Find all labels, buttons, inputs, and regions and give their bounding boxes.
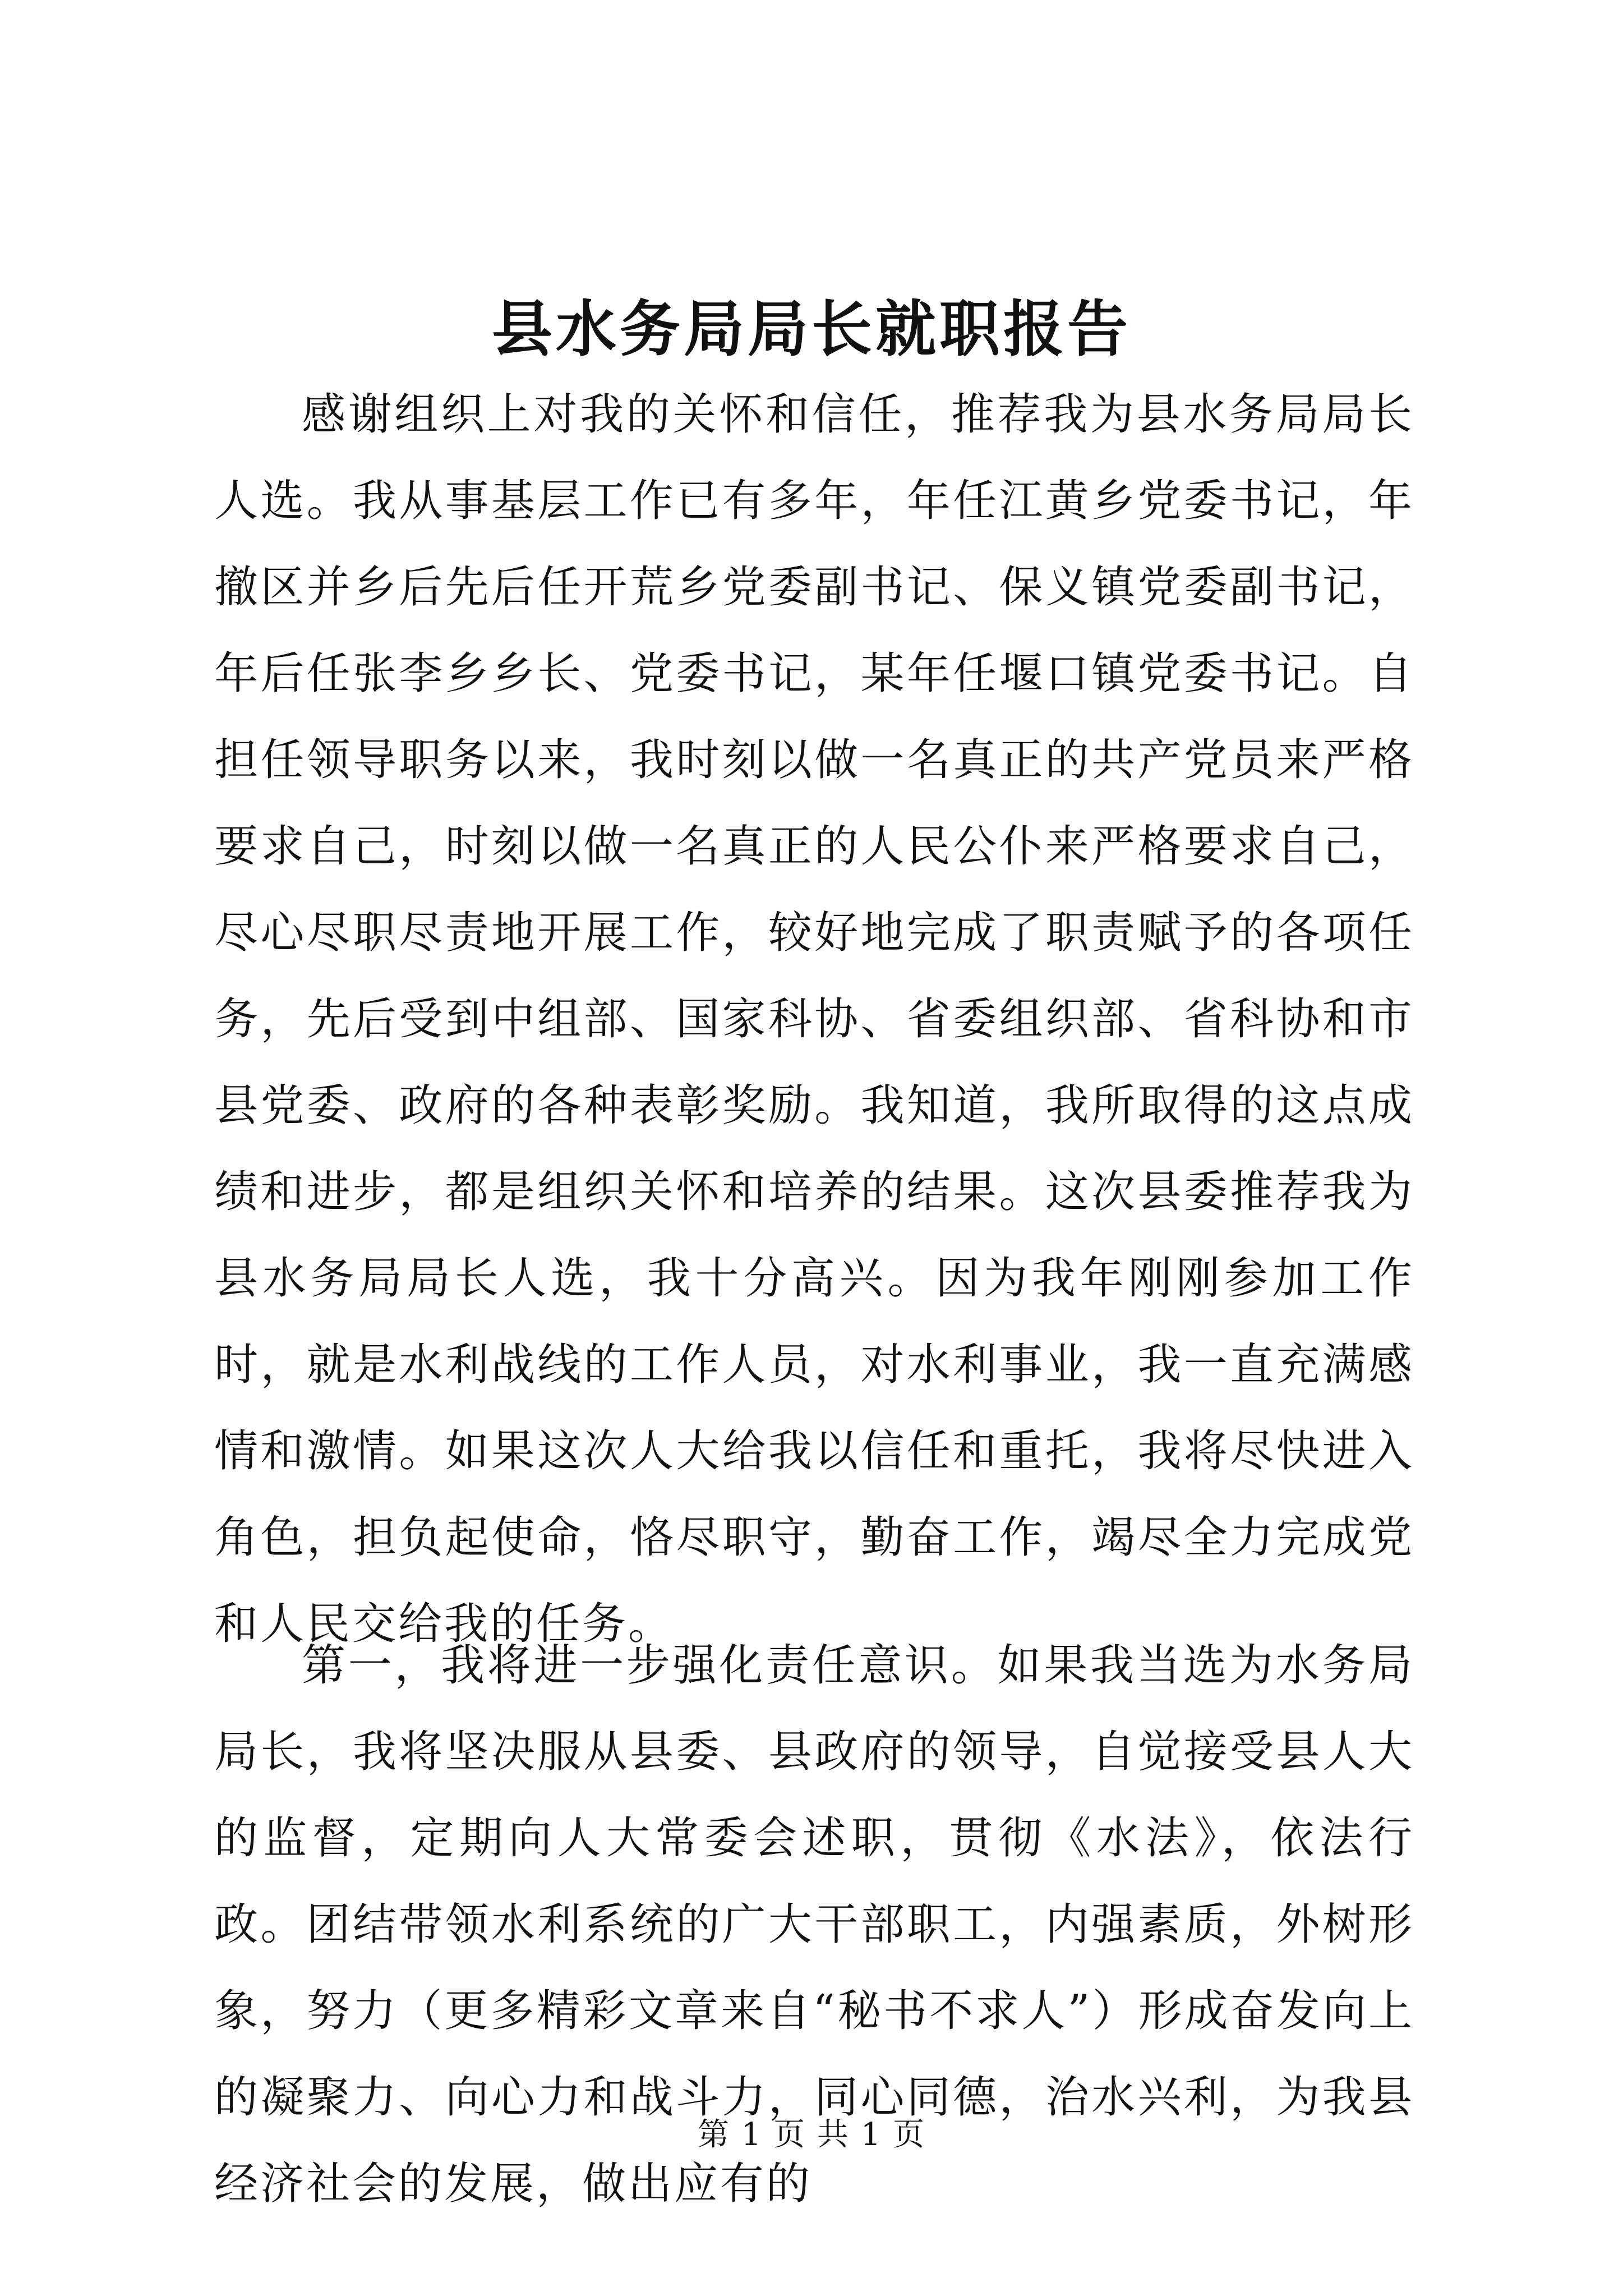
- paragraph-text: 第一，我将进一步强化责任意识。如果我当选为水务局局长，我将坚决服从县委、县政府的领导，自觉接受县人大的监督，定期向人大常委会述职，贯彻《水法》，依法行政。团结带领水利系统的广大干部职工，内强素质，外树形象，努力（更多精彩文章来自“秘书不求人”）形成奋发向上的凝聚力、向心力和战斗力，同心同德，治水兴利，为我县经济社会的发展，做出应有的: [214, 1640, 1414, 2209]
- document-title: 县水务局局长就职报告: [491, 294, 1131, 365]
- document-body-paragraph-1: [214, 371, 1414, 1667]
- page-number-footer: 第 1 页 共 1 页: [697, 2116, 926, 2153]
- paragraph-text: 感谢组织上对我的关怀和信任，推荐我为县水务局局长人选。我从事基层工作已有多年，年任江黄乡党委书记，年撤区并乡后先后任开荒乡党委副书记、保义镇党委副书记，年后任张李乡乡长、党委书记，某年任堰口镇党委书记。自担任领导职务以来，我时刻以做一名真正的共产党员来严格要求自己，时刻以做一名真正的人民公仆来严格要求自己，尽心尽职尽责地开展工作，较好地完成了职责赋予的各项任务，先后受到中组部、国家科协、省委组织部、省科协和市县党委、政府的各种表彰奖励。我知道，我所取得的这点成绩和进步，都是组织关怀和培养的结果。这次县委推荐我为县水务局局长人选，我十分高兴。因为我年刚刚参加工作时，就是水利战线的工作人员，对水利事业，我一直充满感情和激情。如果这次人大给我以信任和重托，我将尽快进入角色，担负起使命，恪尽职守，勤奋工作，竭尽全力完成党和人民交给我的任务。: [214, 389, 1414, 1649]
